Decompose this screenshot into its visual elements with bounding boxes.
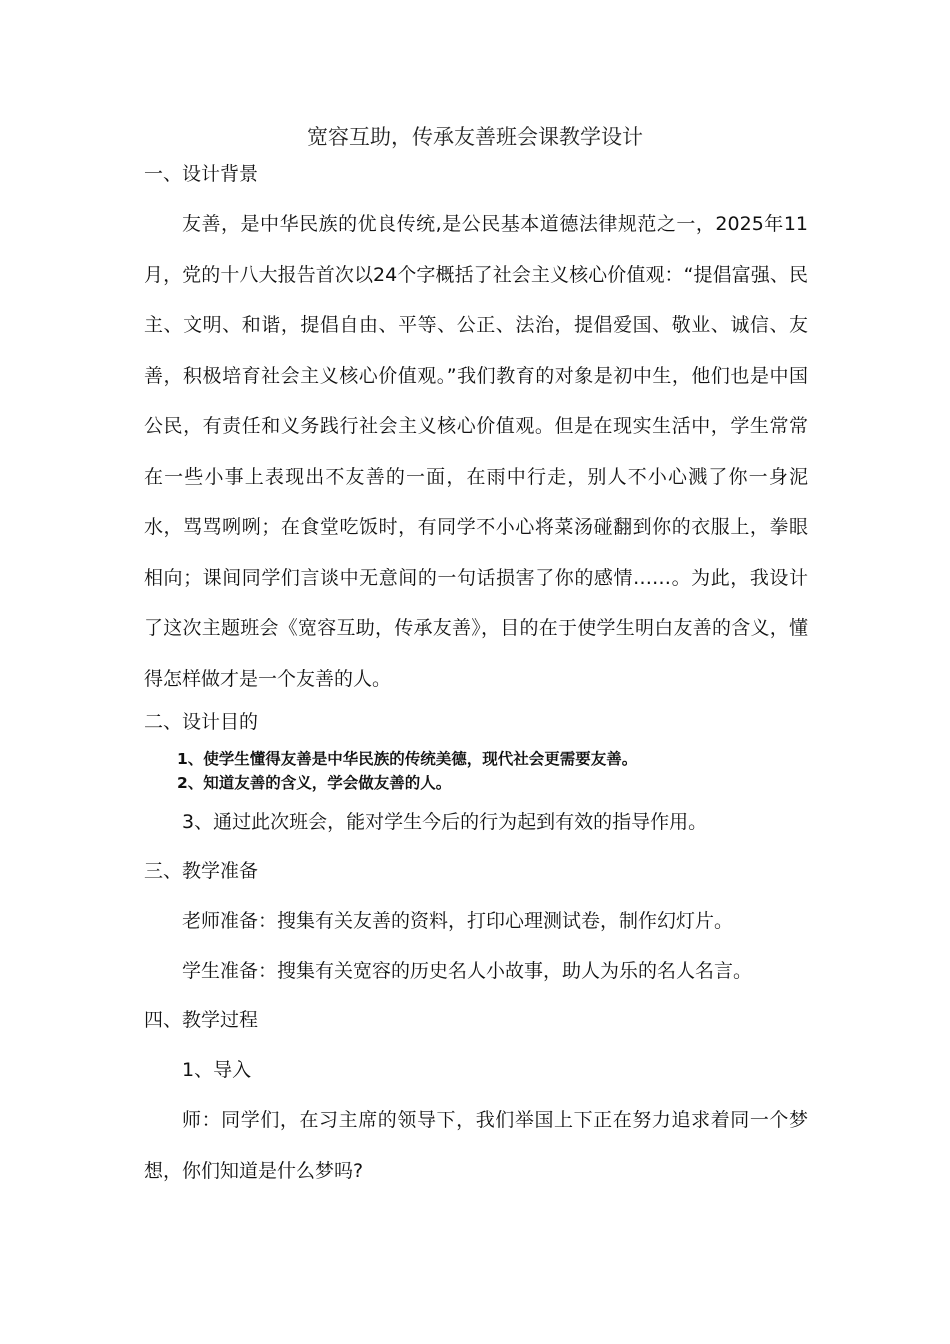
- section-heading-goals: 二、设计目的: [144, 711, 259, 733]
- process-paragraph: 师：同学们，在习主席的领导下，我们举国上下正在努力追求着同一个梦想，你们知道是什么梦吗?: [144, 1109, 808, 1182]
- document-title: 宽容互助，传承友善班会课教学设计: [307, 125, 643, 149]
- goal-item-1: 1、使学生懂得友善是中华民族的传统美德，现代社会更需要友善。: [177, 750, 638, 768]
- goal-item-2: 2、知道友善的含义，学会做友善的人。: [177, 774, 452, 792]
- section-heading-background: 一、设计背景: [144, 163, 259, 185]
- section-heading-preparation: 三、教学准备: [144, 860, 259, 882]
- teacher-preparation: 老师准备：搜集有关友善的资料，打印心理测试卷，制作幻灯片。: [182, 910, 734, 932]
- goal-item-3: 3、通过此次班会，能对学生今后的行为起到有效的指导作用。: [182, 811, 708, 833]
- section-heading-process: 四、教学过程: [144, 1009, 259, 1031]
- background-paragraph: 友善，是中华民族的优良传统,是公民基本道德法律规范之一，2025年11月，党的十八大报告首次以24个字概括了社会主义核心价值观：“提倡富强、民主、文明、和谐，提倡自由、平等、公正、法治，提倡爱国、敬业、诚信、友善，积极培育社会主义核心价值观。”我们教育的对象是初中生，他们也是中国公民，有责任和义务践行社会主义核心价值观。但是在现实生活中，学生常常在一些小事上表现出不友善的一面，在雨中行走，别人不小心溅了你一身泥水，骂骂咧咧；在食堂吃饭时，有同学不小心将菜汤碰翻到你的衣服上，拳眼相向；课间同学们言谈中无意间的一句话损害了你的感情……。为此，我设计了这次主题班会《宽容互助，传承友善》，目的在于使学生明白友善的含义，懂得怎样做才是一个友善的人。: [144, 213, 808, 690]
- process-step-intro: 1、导入: [182, 1059, 252, 1081]
- student-preparation: 学生准备：搜集有关宽容的历史名人小故事，助人为乐的名人名言。: [182, 960, 753, 982]
